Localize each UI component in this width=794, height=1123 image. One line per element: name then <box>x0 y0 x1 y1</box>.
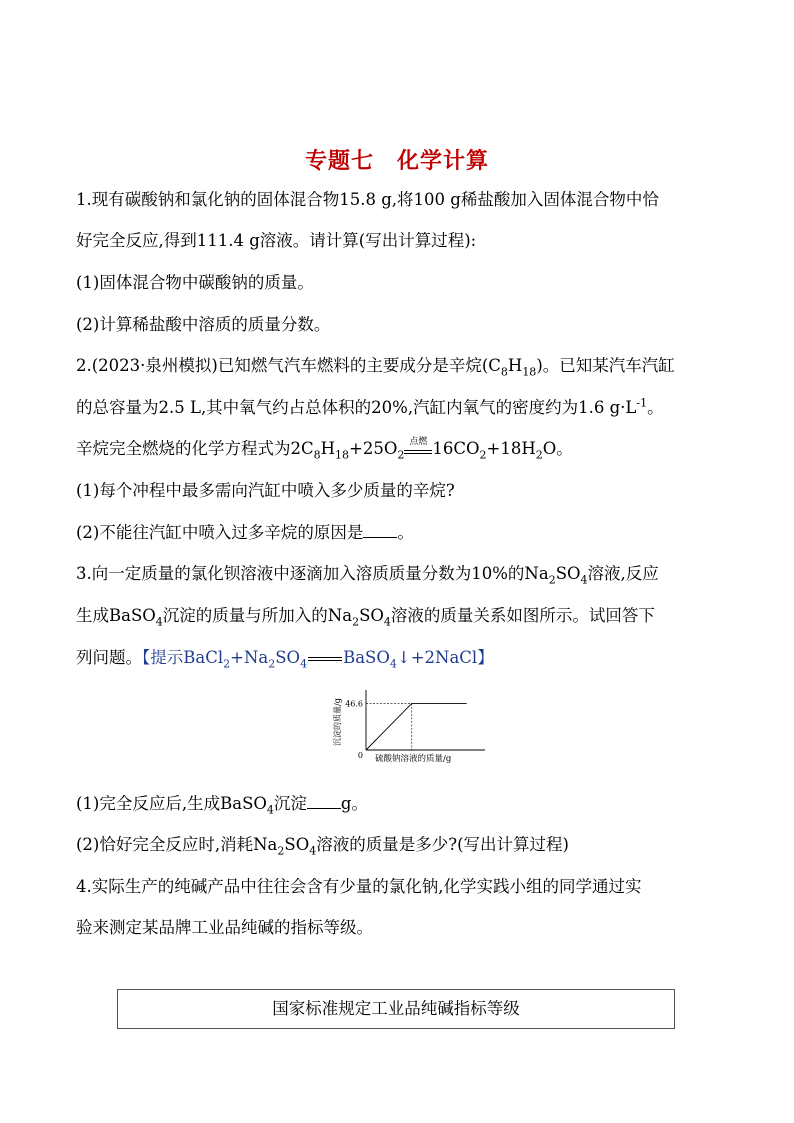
q3-line-1: 3.向一定质量的氯化钡溶液中逐滴加入溶质质量分数为10%的$Na_2SO_4$溶液,反应 <box>76 564 659 587</box>
q1-line-1: 1.现有碳酸钠和氯化钠的固体混合物15.8 g,将100 g稀盐酸加入固体混合物中恰 <box>76 190 659 209</box>
chart-series-line <box>366 703 467 750</box>
y-tick-label: 46.6 <box>345 699 363 709</box>
q2-sub-1: (1)每个冲程中最多需向汽缸中喷入多少质量的辛烷? <box>76 481 455 500</box>
q1-line-2: 好完全反应,得到111.4 g溶液。请计算(写出计算过程): <box>76 231 477 250</box>
q2-line-2: 的总容量为2.5 L,其中氧气约占总体积的20%,汽缸内氧气的密度约为1.6 $g\cdot L^{-1}$。 <box>76 396 664 417</box>
precipitate-chart <box>330 688 490 773</box>
answer-blank[interactable] <box>307 793 341 809</box>
q2-line-3: 辛烷完全燃烧的化学方程式为$2C_8H_{18}+25O_2$ 点燃 $16CO_2+18H_2O$。 <box>76 437 573 462</box>
standard-table-header: 国家标准规定工业品纯碱指标等级 <box>117 989 675 1029</box>
y-axis-label: 沉淀的质量/g <box>333 698 342 746</box>
answer-blank[interactable] <box>363 522 397 538</box>
chart-axes <box>366 690 485 750</box>
page-title: 专题七 化学计算 <box>304 149 489 174</box>
q2-line-1: 2.(2023·泉州模拟)已知燃气汽车燃料的主要成分是辛烷$(C_8H_{18})$。已知某汽车汽缸 <box>76 356 675 379</box>
q4-line-2: 验来测定某品牌工业品纯碱的指标等级。 <box>76 918 373 937</box>
q3-line-3: 列问题。【提示$BaCl_2+Na_2SO_4$ BaSO$_4$↓+2NaCl】 <box>76 648 494 671</box>
q2-sub-2: (2)不能往汽缸中喷入过多辛烷的原因是 。 <box>76 523 414 542</box>
q3-line-2: 生成BaSO$_4$沉淀的质量与所加入的$Na_2SO_4$溶液的质量关系如图所示。试回答下 <box>76 606 655 629</box>
q1-sub-1: (1)固体混合物中碳酸钠的质量。 <box>76 273 314 292</box>
q1-sub-2: (2)计算稀盐酸中溶质的质量分数。 <box>76 315 331 334</box>
q4-line-1: 4.实际生产的纯碱产品中往往会含有少量的氯化钠,化学实践小组的同学通过实 <box>76 877 642 896</box>
q3-sub-1: (1)完全反应后,生成BaSO$_4$沉淀 g。 <box>76 794 368 817</box>
hint-equation: 【提示$BaCl_2+Na_2SO_4$ BaSO$_4$↓+2NaCl】 <box>142 648 494 671</box>
q3-sub-2: (2)恰好完全反应时,消耗$Na_2SO_4$溶液的质量是多少?(写出计算过程) <box>76 835 569 858</box>
reaction-condition: 点燃 <box>404 441 432 454</box>
x-axis-label: 硫酸钠溶液的质量/g <box>375 754 452 764</box>
origin-label: 0 <box>357 751 363 760</box>
